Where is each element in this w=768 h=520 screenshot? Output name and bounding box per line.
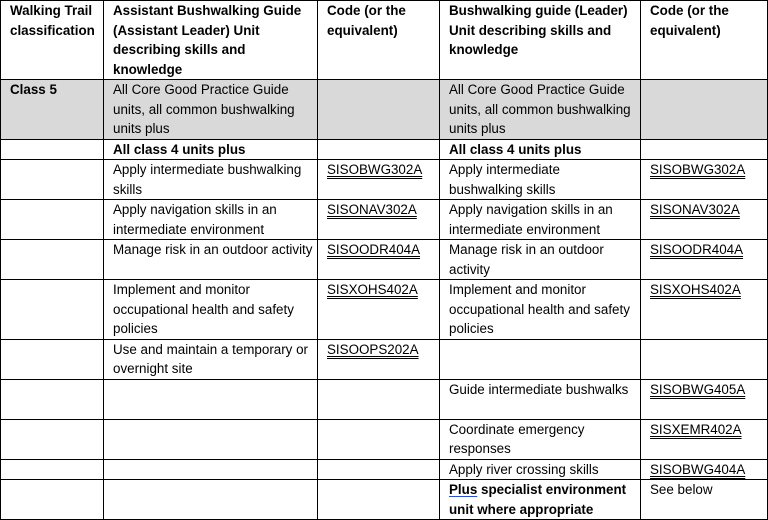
classification-cell: Class 5: [1, 80, 104, 140]
header-assistant-unit: Assistant Bushwalking Guide (Assistant Leader) Unit describing skills and knowledge: [104, 1, 318, 80]
empty-cell: [1, 240, 104, 280]
table-row: [1, 280, 768, 340]
leader-code: [641, 459, 768, 480]
leader-code: [641, 240, 768, 280]
unit-code: SISOBWG302A: [650, 162, 746, 177]
unit-code: SISXOHS402A: [650, 282, 741, 297]
assistant-unit: Implement and monitor occupational health and safety policies: [104, 280, 318, 340]
empty-cell: [318, 480, 440, 520]
empty-cell: [1, 419, 104, 459]
assistant-unit: Use and maintain a temporary or overnight site: [104, 339, 318, 379]
header-leader-unit: Bushwalking guide (Leader) Unit describing skills and knowledge: [440, 1, 641, 80]
empty-cell: [1, 139, 104, 160]
leader-code: See below: [641, 480, 768, 520]
leader-core-units: All Core Good Practice Guide units, all common bushwalking units plus: [440, 80, 641, 140]
table-row: [1, 480, 768, 520]
unit-code: SISONAV302A: [650, 202, 740, 217]
leader-code: [641, 379, 768, 419]
header-row: [1, 1, 768, 80]
leader-unit: Manage risk in an outdoor activity: [440, 240, 641, 280]
assistant-code: [318, 419, 440, 459]
empty-cell: [1, 339, 104, 379]
empty-cell: [1, 200, 104, 240]
leader-code: [641, 200, 768, 240]
empty-cell: [1, 280, 104, 340]
unit-code: SISOODR404A: [327, 242, 421, 257]
assistant-unit: Apply navigation skills in an intermediate environment: [104, 200, 318, 240]
assistant-core-code: [318, 80, 440, 140]
table-row: [1, 419, 768, 459]
assistant-code: [318, 459, 440, 480]
assistant-unit: Apply intermediate bushwalking skills: [104, 160, 318, 200]
unit-code: SISOOPS202A: [327, 341, 419, 357]
assistant-core-units: All Core Good Practice Guide units, all common bushwalking units plus: [104, 80, 318, 140]
empty-cell: [104, 480, 318, 520]
table-row: [1, 200, 768, 240]
unit-code: SISONAV302A: [327, 202, 417, 217]
empty-cell: [1, 459, 104, 480]
specialist-text: specialist environment unit where appropriate: [449, 482, 627, 517]
leader-code: [641, 339, 768, 379]
unit-code: SISOBWG302A: [327, 162, 423, 177]
assistant-unit: Manage risk in an outdoor activity: [104, 240, 318, 280]
leader-unit: Apply intermediate bushwalking skills: [440, 160, 641, 200]
assistant-code: [318, 379, 440, 419]
assistant-code: [318, 240, 440, 280]
leader-unit: [440, 339, 641, 379]
unit-code: SISOBWG405A: [650, 381, 746, 397]
assistant-unit: [104, 419, 318, 459]
assistant-unit: [104, 459, 318, 480]
empty-cell: [318, 139, 440, 160]
table-row: [1, 240, 768, 280]
unit-code: SISOODR404A: [650, 242, 744, 257]
empty-cell: [641, 139, 768, 160]
leader-unit: Implement and monitor occupational health and safety policies: [440, 280, 641, 340]
leader-specialist-unit: [440, 480, 641, 520]
assistant-code: [318, 160, 440, 200]
assistant-code: [318, 339, 440, 379]
class-5-row: [1, 80, 768, 140]
leader-class4: All class 4 units plus: [440, 139, 641, 160]
table-row: [1, 339, 768, 379]
assistant-code: [318, 280, 440, 340]
empty-cell: [1, 160, 104, 200]
assistant-code: [318, 200, 440, 240]
header-classification: Walking Trail classification: [1, 1, 104, 80]
empty-cell: [1, 379, 104, 419]
table-row: [1, 459, 768, 480]
empty-cell: [1, 480, 104, 520]
leader-code: [641, 419, 768, 459]
header-assistant-code: Code (or the equivalent): [318, 1, 440, 80]
class-4-row: [1, 139, 768, 160]
assistant-class4: All class 4 units plus: [104, 139, 318, 160]
leader-code: [641, 280, 768, 340]
leader-code: [641, 160, 768, 200]
unit-code: SISOBWG404A: [650, 461, 746, 477]
leader-unit: Apply navigation skills in an intermediate environment: [440, 200, 641, 240]
table-row: [1, 160, 768, 200]
table-row: [1, 379, 768, 419]
assistant-unit: [104, 379, 318, 419]
header-leader-code: Code (or the equivalent): [641, 1, 768, 80]
leader-unit: Apply river crossing skills: [440, 459, 641, 480]
unit-code: SISXEMR402A: [650, 421, 742, 437]
leader-core-code: [641, 80, 768, 140]
unit-code: SISXOHS402A: [327, 282, 418, 297]
plus-word: Plus: [449, 482, 478, 497]
leader-unit: Coordinate emergency responses: [440, 419, 641, 459]
leader-unit: Guide intermediate bushwalks: [440, 379, 641, 419]
